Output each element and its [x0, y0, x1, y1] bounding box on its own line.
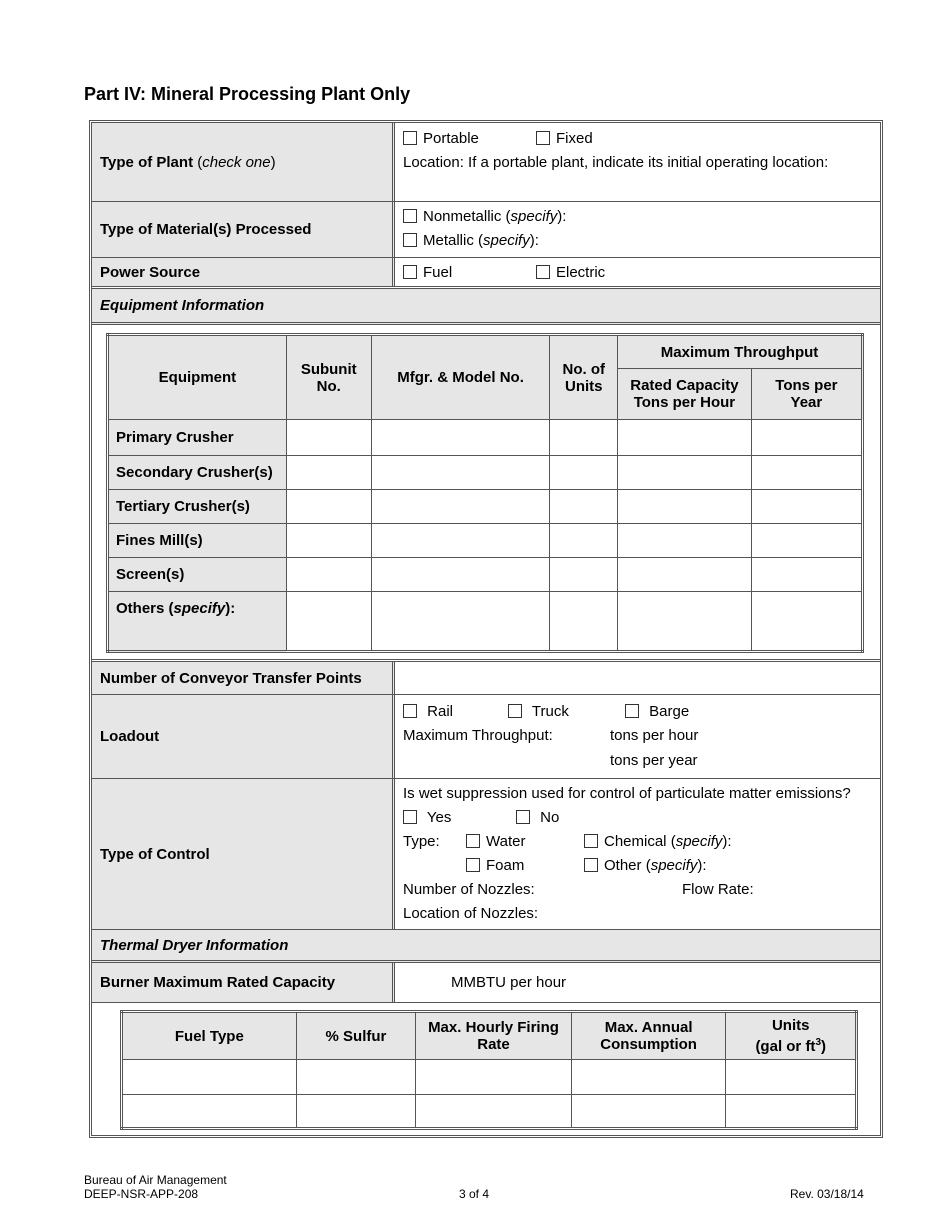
type-label: Type: — [403, 833, 440, 850]
control-label: Type of Control — [92, 779, 395, 929]
subunit-cell[interactable] — [286, 524, 371, 558]
control-value: Is wet suppression used for control of particulate matter emissions? Yes No Type: Water Chemical (specify): Foam Other (specify): Number of Nozzles: Flow Rate: Location of Nozzles: — [403, 785, 851, 922]
truck-checkbox[interactable] — [508, 704, 522, 718]
equipment-row-label: Fines Mill(s) — [108, 524, 287, 558]
mfgr-cell[interactable] — [371, 592, 550, 652]
hourly-cell[interactable] — [416, 1095, 572, 1129]
loadout-label: Loadout — [92, 695, 395, 778]
units-cell[interactable] — [726, 1060, 857, 1095]
electric-label: Electric — [556, 264, 606, 281]
mfgr-header: Mfgr. & Model No. — [371, 335, 550, 420]
fixed-label: Fixed — [556, 130, 593, 147]
others-row-label: Others (specify): — [108, 592, 287, 652]
equipment-table — [106, 333, 864, 653]
rated-cell[interactable] — [618, 490, 752, 524]
power-source-value — [395, 258, 880, 286]
other-checkbox[interactable] — [584, 858, 598, 872]
check-one-note: check one — [202, 153, 271, 171]
annual-cell[interactable] — [571, 1095, 726, 1129]
burner-value[interactable] — [395, 963, 880, 1002]
table-row — [108, 456, 863, 490]
conveyor-input[interactable] — [395, 662, 880, 694]
nozzle-location-label: Location of Nozzles: — [403, 905, 539, 922]
equipment-row-label: Primary Crusher — [108, 420, 287, 456]
loadout-max-throughput-label: Maximum Throughput: — [403, 727, 553, 744]
control-row — [92, 779, 880, 930]
mfgr-cell[interactable] — [371, 456, 550, 490]
equipment-header: Equipment — [108, 335, 287, 420]
tpy-cell[interactable] — [751, 420, 862, 456]
rated-cell[interactable] — [618, 420, 752, 456]
sulfur-header: % Sulfur — [296, 1012, 415, 1060]
table-row — [108, 558, 863, 592]
units-cell[interactable] — [550, 592, 618, 652]
material-label: Type of Material(s) Processed — [92, 202, 395, 257]
subunit-cell[interactable] — [286, 420, 371, 456]
units-cell[interactable] — [550, 456, 618, 490]
footer-page-number: 3 of 4 — [459, 1187, 490, 1201]
subunit-cell[interactable] — [286, 456, 371, 490]
units-cell[interactable] — [550, 420, 618, 456]
rated-cell[interactable] — [618, 524, 752, 558]
table-row — [108, 524, 863, 558]
tpy-cell[interactable] — [751, 524, 862, 558]
chemical-checkbox[interactable] — [584, 834, 598, 848]
no-label: No — [540, 809, 560, 826]
units-header: Units (gal or $ft^3$) — [726, 1012, 857, 1060]
fuel-table — [120, 1010, 858, 1130]
fuel-checkbox[interactable] — [403, 265, 417, 279]
fuel-type-header: Fuel Type — [122, 1012, 297, 1060]
sulfur-cell[interactable] — [296, 1095, 415, 1129]
fuel-type-cell[interactable] — [122, 1095, 297, 1129]
fuel-type-cell[interactable] — [122, 1060, 297, 1095]
fuel-label: Fuel — [423, 264, 453, 281]
units-cell[interactable] — [550, 558, 618, 592]
hourly-cell[interactable] — [416, 1060, 572, 1095]
units-cell[interactable] — [550, 524, 618, 558]
yes-checkbox[interactable] — [403, 810, 417, 824]
tpy-cell[interactable] — [751, 592, 862, 652]
portable-label: Portable — [423, 130, 479, 147]
equipment-row-label: Tertiary Crusher(s) — [108, 490, 287, 524]
nonmetallic-specify: specify — [510, 208, 558, 225]
nonmetallic-checkbox[interactable] — [403, 209, 417, 223]
mfgr-cell[interactable] — [371, 420, 550, 456]
table-row — [108, 490, 863, 524]
page-title: Part IV: Mineral Processing Plant Only — [84, 84, 411, 104]
other-specify: specify — [650, 857, 698, 874]
power-source-row — [92, 258, 880, 289]
material-value: Nonmetallic (specify): Metallic (specify): — [395, 202, 880, 257]
table-row — [122, 1060, 857, 1095]
metallic-label: Metallic — [423, 232, 474, 249]
subunit-header: Subunit No. — [286, 335, 371, 420]
rated-cell[interactable] — [618, 592, 752, 652]
table-row — [122, 1095, 857, 1129]
water-checkbox[interactable] — [466, 834, 480, 848]
form-frame — [89, 120, 883, 1138]
subunit-cell[interactable] — [286, 558, 371, 592]
other-label: Other — [604, 857, 642, 874]
footer-revision: Rev. 03/18/14 — [790, 1187, 864, 1201]
type-of-plant-label-text: Type of Plant — [100, 153, 194, 171]
chemical-label: Chemical — [604, 833, 667, 850]
units-header: No. of Units — [550, 335, 618, 420]
mfgr-cell[interactable] — [371, 490, 550, 524]
fixed-checkbox[interactable] — [536, 131, 550, 145]
rail-label: Rail — [427, 703, 454, 720]
max-throughput-header: Maximum Throughput — [618, 335, 863, 369]
tpy-cell[interactable] — [751, 558, 862, 592]
annual-consumption-header: Max. Annual Consumption — [571, 1012, 726, 1060]
tons-per-year-header: Tons per Year — [751, 369, 862, 420]
flow-rate-label: Flow Rate: — [682, 881, 754, 898]
rated-cell[interactable] — [618, 456, 752, 490]
annual-cell[interactable] — [571, 1060, 726, 1095]
mfgr-cell[interactable] — [371, 558, 550, 592]
table-row — [108, 592, 863, 652]
foam-checkbox[interactable] — [466, 858, 480, 872]
subunit-cell[interactable] — [286, 490, 371, 524]
tpy-cell[interactable] — [751, 456, 862, 490]
type-of-plant-label: Type of Plant ( check one ) — [92, 123, 395, 201]
no-checkbox[interactable] — [516, 810, 530, 824]
location-instruction: Location: If a portable plant, indicate its initial operating location: — [403, 154, 829, 171]
rated-cell[interactable] — [618, 558, 752, 592]
foam-label: Foam — [486, 857, 525, 874]
equipment-row-label: Screen(s) — [108, 558, 287, 592]
conveyor-row — [92, 662, 880, 695]
tons-per-hour-label: tons per hour — [610, 727, 699, 744]
tons-per-year-label: tons per year — [610, 752, 698, 769]
truck-label: Truck — [531, 703, 569, 720]
equipment-section-title: Equipment Information — [92, 289, 880, 325]
chemical-specify: specify — [675, 833, 723, 850]
dryer-section-title: Thermal Dryer Information — [92, 930, 880, 963]
units-cell[interactable] — [550, 490, 618, 524]
burner-row — [92, 963, 880, 1003]
power-source-label: Power Source — [92, 258, 395, 286]
table-row — [108, 420, 863, 456]
footer-agency: Bureau of Air Management — [84, 1173, 227, 1187]
water-label: Water — [486, 833, 526, 850]
conveyor-label: Number of Conveyor Transfer Points — [92, 662, 395, 694]
type-of-plant-row — [92, 123, 880, 202]
loadout-value — [395, 695, 880, 778]
hourly-rate-header: Max. Hourly Firing Rate — [416, 1012, 572, 1060]
footer-form-id: DEEP-NSR-APP-208 — [84, 1187, 199, 1201]
rated-capacity-header: Rated Capacity Tons per Hour — [618, 369, 752, 420]
wet-suppression-question: Is wet suppression used for control of particulate matter emissions? — [403, 785, 851, 802]
loadout-row — [92, 695, 880, 779]
material-row — [92, 202, 880, 258]
portable-checkbox[interactable] — [403, 131, 417, 145]
electric-checkbox[interactable] — [536, 265, 550, 279]
mfgr-cell[interactable] — [371, 524, 550, 558]
equipment-row-label: Secondary Crusher(s) — [108, 456, 287, 490]
metallic-checkbox[interactable] — [403, 233, 417, 247]
mmbtu-unit: MMBTU per hour — [451, 974, 567, 991]
nozzles-label: Number of Nozzles: — [403, 881, 535, 898]
barge-checkbox[interactable] — [625, 704, 639, 718]
tpy-cell[interactable] — [751, 490, 862, 524]
yes-label: Yes — [426, 809, 452, 826]
type-of-plant-value — [395, 123, 880, 201]
metallic-specify: specify — [483, 232, 530, 249]
units-cell[interactable] — [726, 1095, 857, 1129]
barge-label: Barge — [649, 703, 690, 720]
sulfur-cell[interactable] — [296, 1060, 415, 1095]
subunit-cell[interactable] — [286, 592, 371, 652]
burner-label: Burner Maximum Rated Capacity — [92, 963, 395, 1002]
nonmetallic-label: Nonmetallic — [423, 208, 502, 225]
rail-checkbox[interactable] — [403, 704, 417, 718]
